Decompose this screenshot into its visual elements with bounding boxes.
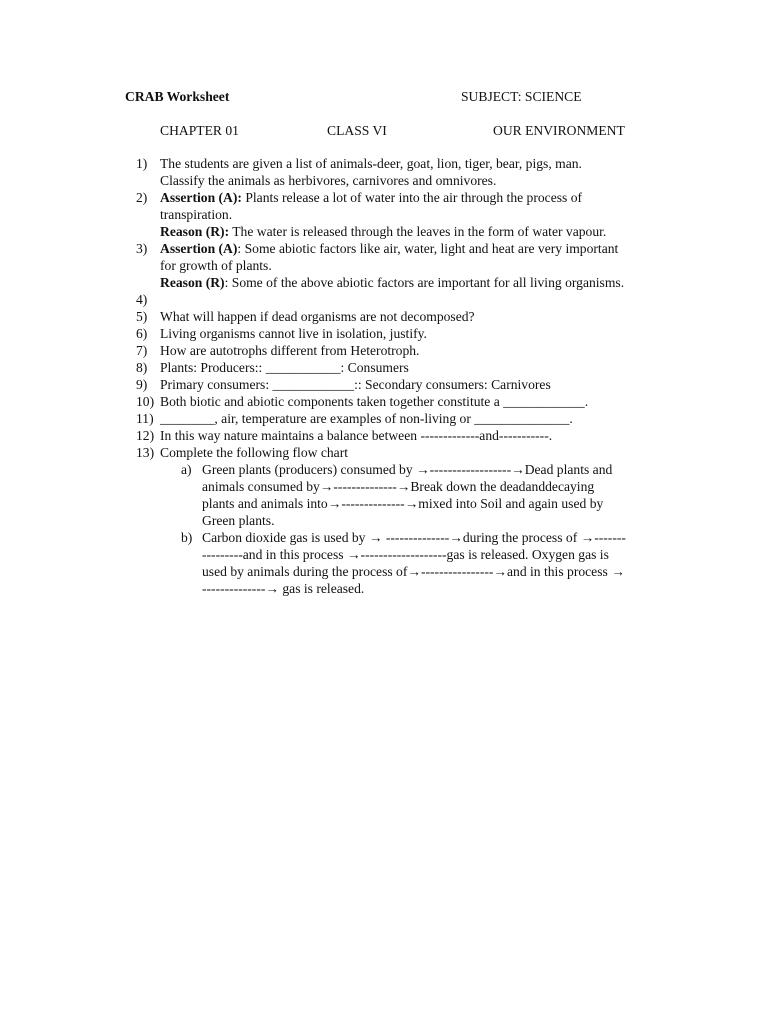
flow-text: plants and animals into→--------------→mixed into Soil and again used by xyxy=(202,496,604,511)
reason-label: Reason (R): xyxy=(160,224,230,239)
flow-text: used by animals during the process of→----------------→and in this process → xyxy=(202,564,625,579)
flow-text: Carbon dioxide gas is used by → --------------→during the process of →------- xyxy=(202,530,626,545)
flow-chart-part-a xyxy=(136,461,666,529)
question-number: 13) xyxy=(136,445,155,460)
question-text: Both biotic and abiotic components taken together constitute a ____________. xyxy=(160,394,589,409)
question-number: 2) xyxy=(136,190,148,205)
question-2 xyxy=(136,189,666,240)
question-8 xyxy=(136,359,666,376)
question-text xyxy=(160,291,666,308)
assertion-label: Assertion (A): xyxy=(160,190,242,205)
question-number: 5) xyxy=(136,309,148,324)
question-number: 1) xyxy=(136,156,148,171)
question-11 xyxy=(136,410,666,427)
topic-label: OUR ENVIRONMENT xyxy=(493,123,625,138)
flow-text: Green plants (producers) consumed by →------------------→Dead plants and xyxy=(202,462,613,477)
question-6 xyxy=(136,325,666,342)
question-text: In this way nature maintains a balance between -------------and-----------. xyxy=(160,428,553,443)
question-number: 9) xyxy=(136,377,148,392)
question-text: ________, air, temperature are examples of non-living or ______________. xyxy=(160,411,573,426)
class-label: CLASS VI xyxy=(327,123,387,138)
subject-label: SUBJECT: SCIENCE xyxy=(461,89,582,104)
flow-chart-part-b xyxy=(136,529,666,597)
flow-text: --------------→ gas is released. xyxy=(202,581,365,596)
question-13 xyxy=(136,444,666,461)
question-10 xyxy=(136,393,666,410)
question-number: 6) xyxy=(136,326,148,341)
question-text: How are autotrophs different from Heterotroph. xyxy=(160,343,420,358)
reason-label: Reason (R) xyxy=(160,275,225,290)
question-text: Plants: Producers:: ___________: Consumers xyxy=(160,360,409,375)
question-4 xyxy=(136,291,666,308)
question-number: 8) xyxy=(136,360,148,375)
reason-line xyxy=(160,223,666,240)
flow-text: Green plants. xyxy=(202,513,275,528)
part-letter: a) xyxy=(181,462,192,477)
question-list xyxy=(136,155,666,597)
question-number: 11) xyxy=(136,411,154,426)
question-number: 7) xyxy=(136,343,148,358)
question-text: What will happen if dead organisms are not decomposed? xyxy=(160,309,475,324)
assertion-label: Assertion (A) xyxy=(160,241,238,256)
part-letter: b) xyxy=(181,530,193,545)
question-text: Primary consumers: ____________:: Secondary consumers: Carnivores xyxy=(160,377,551,392)
question-text: Complete the following flow chart xyxy=(160,445,349,460)
question-number: 12) xyxy=(136,428,155,443)
flow-text: animals consumed by→--------------→Break down the deadanddecaying xyxy=(202,479,595,494)
reason-text: The water is released through the leaves in the form of water vapour. xyxy=(229,224,607,239)
reason-text: : Some of the above abiotic factors are important for all living organisms. xyxy=(224,275,625,290)
reason-line xyxy=(160,274,666,291)
question-12 xyxy=(136,427,666,444)
question-text: The students are given a list of animals-deer, goat, lion, tiger, bear, pigs, man. xyxy=(160,156,582,171)
question-number: 10) xyxy=(136,394,155,409)
chapter-label: CHAPTER 01 xyxy=(160,123,239,138)
assertion-line xyxy=(160,189,666,206)
assertion-continuation: for growth of plants. xyxy=(160,258,272,273)
assertion-continuation: transpiration. xyxy=(160,207,233,222)
question-3 xyxy=(136,240,666,291)
assertion-line xyxy=(160,240,666,257)
assertion-text: : Some abiotic factors like air, water, light and heat are very important xyxy=(237,241,619,256)
question-text: Classify the animals as herbivores, carnivores and omnivores. xyxy=(160,173,497,188)
question-number: 4) xyxy=(136,292,148,307)
worksheet-title: CRAB Worksheet xyxy=(125,89,230,104)
question-5 xyxy=(136,308,666,325)
question-text: Living organisms cannot live in isolation, justify. xyxy=(160,326,427,341)
assertion-text: Plants release a lot of water into the air through the process of xyxy=(241,190,583,205)
question-1 xyxy=(136,155,666,189)
question-number: 3) xyxy=(136,241,148,256)
question-7 xyxy=(136,342,666,359)
flow-text: ---------and in this process →-------------------gas is released. Oxygen gas is xyxy=(202,547,609,562)
question-9 xyxy=(136,376,666,393)
